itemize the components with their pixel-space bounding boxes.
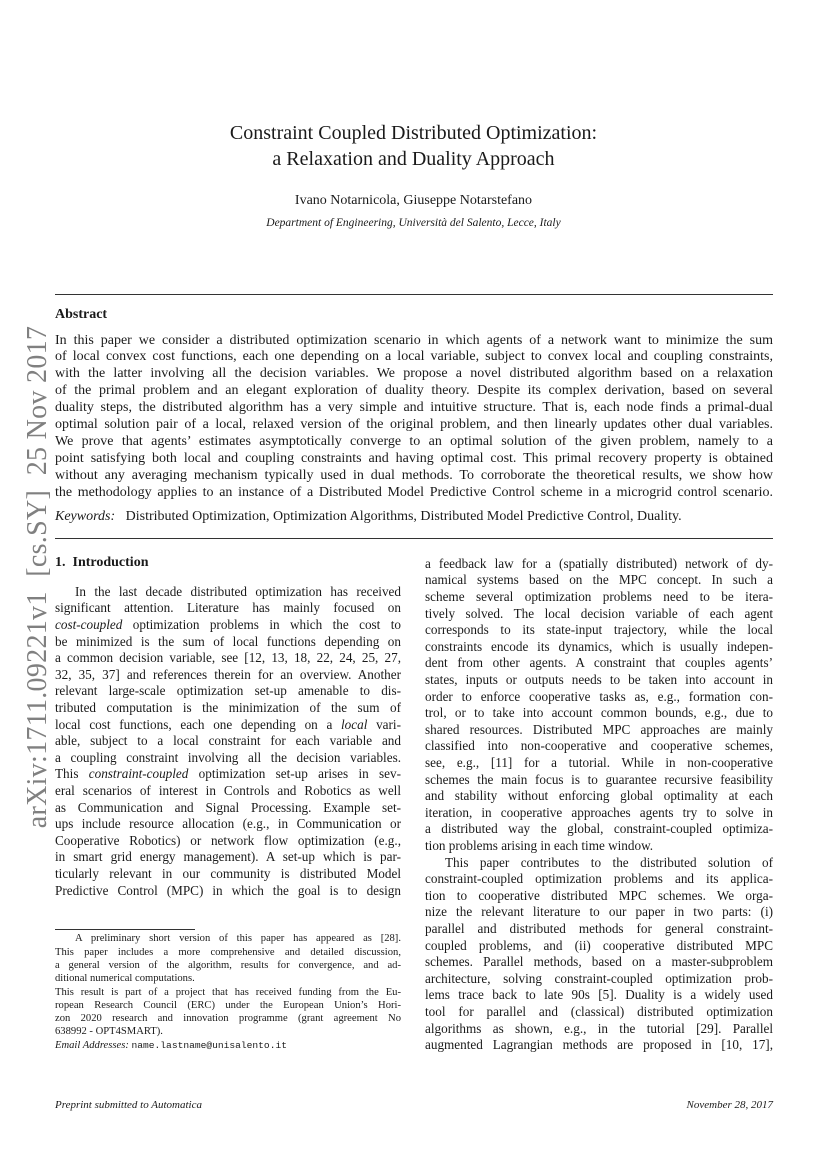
- left-column-line: tributed computation is the minimization of the sum of: [55, 699, 401, 715]
- affiliation: Department of Engineering, Università del Salento, Lecce, Italy: [266, 217, 561, 229]
- right-column-line: tool for parallel and (classical) distributed optimization: [425, 1003, 773, 1019]
- footer-journal: Preprint submitted to Automatica: [55, 1099, 202, 1111]
- right-column-line: trol, or to take into account common bounds, e.g., due to: [425, 705, 773, 721]
- right-column-line: tion to cooperative distributed MPC schemes. We orga-: [425, 887, 773, 903]
- right-column-line: dent from other agents. A constraint that couples agents’: [425, 655, 773, 671]
- left-column-line: [55, 717, 401, 734]
- abstract-line: with the latter involving all the decision variables. We propose a novel distributed algorithm based on a relaxation: [55, 366, 773, 382]
- text-segment: vari-: [367, 716, 401, 732]
- right-column-line: classified into non-cooperative and cooperative schemes,: [425, 738, 773, 754]
- right-column-line: shared resources. Distributed MPC approaches are mainly: [425, 721, 773, 737]
- left-column-line: as Communication and Signal Processing. Example set-: [55, 799, 401, 815]
- footer-date: November 28, 2017: [686, 1099, 773, 1111]
- left-column-line: [55, 617, 401, 634]
- right-column-line: lems trace back to late 90s [5]. Duality is a widely used: [425, 987, 773, 1003]
- right-column-line: a feedback law for a (spatially distributed) network of dy-: [425, 555, 773, 571]
- abstract-line: of the primal problem and an elegant exploration of duality theory. Despite its complex derivation, based on several: [55, 383, 773, 399]
- emphasized-text: cost-coupled: [55, 616, 123, 632]
- right-column-line: algorithms as shown, e.g., in the tutorial [29]. Parallel: [425, 1020, 773, 1036]
- text-segment: optimization set-up arises in sev-: [188, 766, 401, 782]
- left-column-line: 32, 35, 37] and references therein for an overview. Another: [55, 666, 401, 682]
- right-column-line: states, inputs or outputs needs to be taken into account in: [425, 671, 773, 687]
- abstract-line: of local convex cost functions, each one depending on a local variable, subject to convex local and coupling constraints,: [55, 349, 773, 365]
- right-column-line: parallel and distributed methods for general constraint-: [425, 920, 773, 936]
- right-column-line: nize the relevant literature to our paper in two parts: (i): [425, 904, 773, 920]
- title-line-1: Constraint Coupled Distributed Optimization:: [229, 122, 598, 144]
- section-heading-introduction: 1. Introduction: [55, 555, 149, 570]
- authors: Ivano Notarnicola, Giuseppe Notarstefano: [294, 193, 533, 208]
- footnote-line: a general version of the algorithm, results for convergence, and ad-: [55, 959, 401, 971]
- abstract-line: the methodology applies to an instance of a Distributed Model Predictive Control scheme in a microgrid control scenario.: [55, 484, 773, 500]
- right-column-line: schemes the main focus is to guarantee recursive feasibility: [425, 771, 773, 787]
- keywords-value: Distributed Optimization, Optimization Algorithms, Distributed Model Predictive Control, Duality.: [125, 509, 682, 524]
- abstract-line: duality steps, the distributed algorithm has a very simple and intuitive structure. That is, each node finds a primal-dual: [55, 400, 773, 416]
- left-column-line: In the last decade distributed optimization has received: [75, 583, 401, 599]
- emphasized-text: constraint-coupled: [88, 766, 189, 782]
- footnote-line: zon 2020 research and innovation programme (grant agreement No: [55, 1013, 401, 1025]
- right-column-line: namical systems based on the MPC concept. In such a: [425, 572, 773, 588]
- abstract-line: We prove that agents’ estimates asymptotically converge to an optimal solution of the given problem, namely to a: [55, 433, 773, 449]
- emphasized-text: local: [341, 716, 368, 732]
- left-column-line: Predictive Control (MPC) in which the goal is to design: [55, 882, 401, 898]
- footnote-line: A preliminary short version of this paper has appeared as [28].: [75, 933, 401, 945]
- footnote-line: ditional numerical computations.: [55, 973, 195, 985]
- abstract-line: point satisfying both local and coupling constraints and having optimal cost. This primal recovery property is obtained: [55, 450, 773, 466]
- right-column-line: iteration, in cooperative approaches agents try to solve in: [425, 804, 773, 820]
- keywords-label: Keywords:: [55, 509, 116, 524]
- left-column-line: Cooperative Robotics) or network flow optimization (e.g.,: [55, 832, 401, 848]
- right-column-line: a distributed way the global, constraint-coupled optimiza-: [425, 821, 773, 837]
- arxiv-identifier-stamp: arXiv:1711.09221v1 [cs.SY] 25 Nov 2017: [22, 325, 53, 829]
- abstract-line: optimal solution pair of a local, relaxed version of the original problem, and then linearly updates other dual variables.: [55, 417, 773, 433]
- right-column-line: corresponds to its state-input trajectory, while the local: [425, 622, 773, 638]
- left-column-line: eral scenarios of interest in Controls and Robotics as well: [55, 782, 401, 798]
- left-column-line: a common decision variable, see [12, 13, 18, 22, 24, 25, 27,: [55, 650, 401, 666]
- right-column-line: schemes. Parallel methods, based on a master-subproblem: [425, 954, 773, 970]
- right-column-line: see, e.g., [11] for a tutorial. While in non-cooperative: [425, 754, 773, 770]
- emphasized-text: Email Addresses:: [55, 1039, 132, 1051]
- left-column-line: relevant large-scale optimization set-up amenable to dis-: [55, 683, 401, 699]
- email-address: name.lastname@unisalento.it: [131, 1039, 287, 1051]
- right-column-line: coupled problems, and (ii) cooperative distributed MPC: [425, 937, 773, 953]
- left-column-line: in smart grid energy management). A set-up which is par-: [55, 849, 401, 865]
- right-column-line: and stability without enforcing global optimality at each: [425, 788, 773, 804]
- footnote-line: ropean Research Council (ERC) under the European Union’s Hori-: [55, 999, 401, 1011]
- keywords: [55, 509, 682, 525]
- abstract-line: In this paper we consider a distributed optimization scenario in which agents of a network want to minimize the sum: [55, 332, 773, 348]
- left-column-line: [55, 766, 401, 783]
- text-segment: optimization problems in which the cost to: [122, 616, 401, 632]
- footnote-line: This result is part of a project that has received funding from the Eu-: [55, 986, 401, 998]
- text-segment: local cost functions, each one depending on a: [55, 716, 342, 732]
- right-column-line: order to enforce cooperative tasks as, e.g., formation con-: [425, 688, 773, 704]
- left-column-line: significant attention. Literature has mainly focused on: [55, 600, 401, 616]
- left-column-line: a coupling constraint involving all the decision variables.: [55, 749, 401, 765]
- paper-title: [0, 120, 827, 172]
- right-column-line: This paper contributes to the distributed solution of: [445, 854, 773, 870]
- right-column-line: tively solved. The local decision variable of each agent: [425, 605, 773, 621]
- footnote-line: 638992 - OPT4SMART).: [55, 1026, 163, 1038]
- right-column-line: augmented Lagrangian methods are proposed in [10, 17],: [425, 1037, 773, 1053]
- right-column-line: architecture, solving constraint-coupled optimization prob-: [425, 970, 773, 986]
- right-column-line: tion problems arising in each time window.: [425, 837, 654, 853]
- title-line-2: a Relaxation and Duality Approach: [272, 148, 555, 170]
- footnote-line: [55, 1039, 401, 1052]
- left-column-line: ticularly relevant in our community is distributed Model: [55, 865, 401, 881]
- footnote-rule: [55, 929, 195, 930]
- right-column-line: constraint-coupled optimization problems and its applica-: [425, 871, 773, 887]
- abstract-line: without any averaging mechanism typically used in dual methods. To corroborate the theoretical results, we show how: [55, 467, 773, 483]
- footnote-line: This paper includes a more comprehensive and detailed discussion,: [55, 946, 401, 958]
- text-segment: This: [55, 766, 89, 782]
- top-rule: [55, 294, 773, 295]
- left-column-line: ups include resource allocation (e.g., in Communication or: [55, 816, 401, 832]
- right-column-line: scheme several optimization problems need to be itera-: [425, 588, 773, 604]
- abstract-heading: Abstract: [55, 307, 108, 322]
- keywords-rule: [55, 538, 773, 539]
- left-column-line: able, subject to a local constraint for each variable and: [55, 733, 401, 749]
- left-column-line: be minimized is the sum of local functions depending on: [55, 633, 401, 649]
- right-column-line: constraints encode its dynamics, which is usually indepen-: [425, 638, 773, 654]
